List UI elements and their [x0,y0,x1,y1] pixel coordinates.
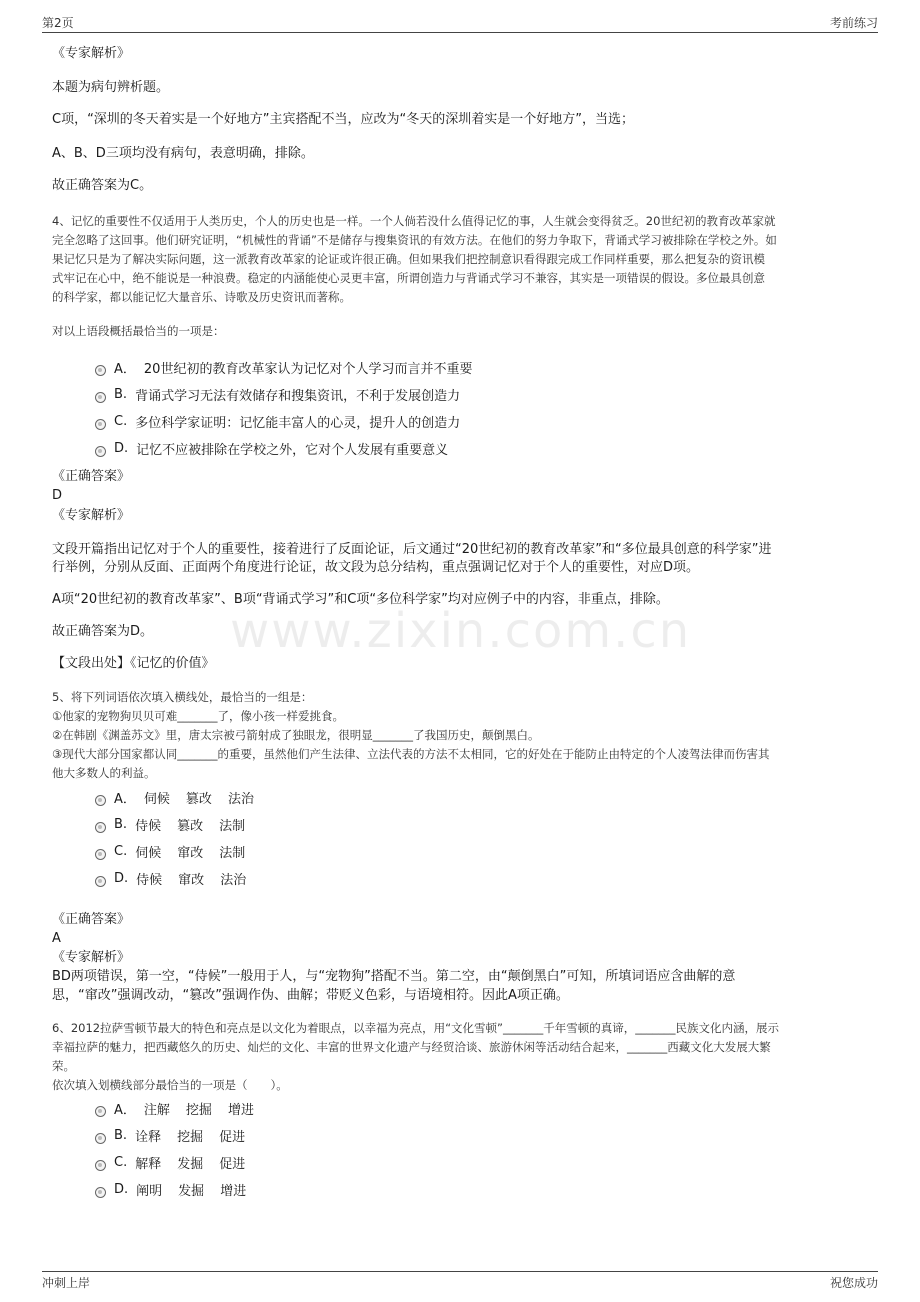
option-word: 增进 [227,1103,254,1118]
radio-icon[interactable] [95,392,106,403]
q6-option-a[interactable] [95,1099,270,1118]
option-word: 篡改 [177,819,204,834]
q5-expert-title: 《专家解析》 [52,950,131,965]
option-word: 法治 [227,792,254,807]
q6-question: 依次填入划横线部分最恰当的一项是（ ）。 [52,1078,288,1092]
q5-stem-line: ②在韩剧《渊盖苏文》里，唐太宗被弓箭射成了独眼龙，很明显_______了我国历史，颠倒黑白。 [52,728,540,742]
q3-expert-line: A、B、D三项均没有病句，表意明确，排除。 [52,146,314,161]
option-word: 法制 [219,846,246,861]
q4-answer-title: 《正确答案》 [52,469,131,484]
q5-stem-line: ①他家的宠物狗贝贝可难_______了，像小孩一样爱挑食。 [52,709,345,723]
radio-icon[interactable] [95,1106,106,1117]
q6-stem-line: 6、2012拉萨雪顿节最大的特色和亮点是以文化为着眼点，以幸福为亮点，用“文化雪顿”_______千年雪顿的真谛，_______民族文化内涵，展示 [52,1021,779,1035]
option-label: A． [114,792,136,807]
radio-icon[interactable] [95,446,106,457]
q5-stem-line: 他大多数人的利益。 [52,766,156,780]
option-label: C. [114,414,128,429]
option-label: D. [114,871,129,886]
q4-stem-line: 果记忆只是为了解决实际问题，这一派教育改革家的论证或许很正确。但如果我们把控制意识看得跟完成工作同样重要，那么把复杂的资讯模 [52,252,765,266]
q4-expert-line: 行举例，分别从反面、正面两个角度进行论证，故文段为总分结构，重点强调记忆对于个人的重要性，对应D项。 [52,560,700,575]
q4-stem-line: 的科学家，都以能记忆大量音乐、诗歌及历史资讯而著称。 [52,290,351,304]
option-word: 窜改 [177,846,204,861]
q4-source: 【文段出处】《记忆的价值》 [52,656,215,671]
q5-stem-line: ③现代大部分国家都认同_______的重要，虽然他们产生法律、立法代表的方法不太相同，它的好处在于能防止由特定的个人凌驾法律而伤害其 [52,747,770,761]
option-label: D. [114,1182,129,1197]
radio-icon[interactable] [95,419,106,430]
q4-expert-line: 故正确答案为D。 [52,624,154,639]
q5-answer: A [52,931,61,946]
q4-option-b[interactable] [95,385,460,404]
option-text: 背诵式学习无法有效储存和搜集资讯，不利于发展创造力 [135,389,461,404]
radio-icon[interactable] [95,1160,106,1171]
q4-stem-line: 4、记忆的重要性不仅适用于人类历史，个人的历史也是一样。一个人倘若没什么值得记忆的事，人生就会变得贫乏。20世纪初的教育改革家就 [52,214,776,228]
q5-expert-line: BD两项错误，第一空，“侍候”一般用于人，与“宠物狗”搭配不当。第二空，由“颠倒黑白”可知，所填词语应含曲解的意 [52,969,736,984]
option-word: 促进 [219,1130,246,1145]
q6-stem-line: 幸福拉萨的魅力，把西藏悠久的历史、灿烂的文化、丰富的世界文化遗产与经贸洽谈、旅游休闲等活动结合起来，_______西藏文化大发展大繁 [52,1040,771,1054]
q5-option-c[interactable] [95,842,261,861]
q5-option-b[interactable] [95,815,261,834]
q4-stem-line: 式牢记在心中，绝不能说是一种浪费。稳定的内涵能使心灵更丰富，所谓创造力与背诵式学习不兼容，其实是一项错误的假设。多位最具创意 [52,271,765,285]
option-word: 诠释 [135,1130,162,1145]
option-word: 发掘 [177,1157,204,1172]
option-label: D. [114,441,129,456]
q3-expert-title: 《专家解析》 [52,46,131,61]
q5-option-d[interactable] [95,869,262,888]
page-header [42,14,878,33]
footer-left: 冲刺上岸 [42,1276,91,1290]
radio-icon[interactable] [95,849,106,860]
q6-option-d[interactable] [95,1180,262,1199]
q4-stem-line: 完全忽略了这回事。他们研究证明，“机械性的背诵”不是储存与搜集资讯的有效方法。在他们的努力争取下，背诵式学习被排除在学校之外。如 [52,233,777,247]
option-word: 增进 [220,1184,247,1199]
option-label: A． [114,362,136,377]
option-label: C. [114,844,128,859]
option-text: 20世纪初的教育改革家认为记忆对个人学习而言并不重要 [143,362,473,377]
q5-answer-title: 《正确答案》 [52,912,131,927]
option-text: 记忆不应被排除在学校之外，它对个人发展有重要意义 [136,443,449,458]
option-word: 阐明 [136,1184,163,1199]
radio-icon[interactable] [95,1133,106,1144]
option-word: 法治 [220,873,247,888]
radio-icon[interactable] [95,876,106,887]
option-word: 窜改 [178,873,205,888]
option-word: 挖掘 [177,1130,204,1145]
q4-option-d[interactable] [95,439,448,458]
header-title: 考前练习 [829,16,878,30]
q3-expert-line: 故正确答案为C。 [52,178,153,193]
option-word: 解释 [135,1157,162,1172]
option-word: 发掘 [178,1184,205,1199]
q5-expert-line: 思，“窜改”强调改动，“篡改”强调作伪、曲解；带贬义色彩，与语境相符。因此A项正确。 [52,988,569,1003]
option-word: 注解 [143,1103,170,1118]
q4-expert-line: 文段开篇指出记忆对于个人的重要性，接着进行了反面论证，后文通过“20世纪初的教育改革家”和“多位最具创意的科学家”进 [52,542,772,557]
radio-icon[interactable] [95,365,106,376]
watermark: www.zixin.com.cn [230,603,692,659]
q5-option-a[interactable] [95,788,270,807]
q6-option-c[interactable] [95,1153,261,1172]
option-label: B. [114,387,128,402]
q3-expert-line: 本题为病句辨析题。 [52,80,170,95]
q4-option-a[interactable] [95,358,472,377]
q5-stem-line: 5、将下列词语依次填入横线处，最恰当的一组是： [52,690,313,704]
option-word: 挖掘 [185,1103,212,1118]
radio-icon[interactable] [95,795,106,806]
option-label: C. [114,1155,128,1170]
page-number: 第2页 [42,16,74,30]
option-word: 促进 [219,1157,246,1172]
option-word: 伺候 [135,846,162,861]
option-word: 法制 [219,819,246,834]
page-footer [42,1271,878,1291]
option-word: 伺候 [143,792,170,807]
footer-right: 祝您成功 [829,1276,878,1290]
option-label: A． [114,1103,136,1118]
option-text: 多位科学家证明：记忆能丰富人的心灵，提升人的创造力 [135,416,461,431]
option-word: 侍候 [136,873,163,888]
radio-icon[interactable] [95,822,106,833]
q6-stem-line: 荣。 [52,1059,75,1073]
q6-option-b[interactable] [95,1126,261,1145]
q4-question: 对以上语段概括最恰当的一项是： [52,324,225,338]
q4-answer: D [52,488,63,503]
radio-icon[interactable] [95,1187,106,1198]
option-word: 篡改 [185,792,212,807]
q4-expert-title: 《专家解析》 [52,508,131,523]
option-label: B. [114,817,128,832]
option-label: B. [114,1128,128,1143]
q4-expert-line: A项“20世纪初的教育改革家”、B项“背诵式学习”和C项“多位科学家”均对应例子中的内容，非重点，排除。 [52,592,669,607]
q3-expert-line: C项，“深圳的冬天着实是一个好地方”主宾搭配不当，应改为“冬天的深圳着实是一个好地方”，当选； [52,112,635,127]
option-word: 侍候 [135,819,162,834]
q4-option-c[interactable] [95,412,460,431]
